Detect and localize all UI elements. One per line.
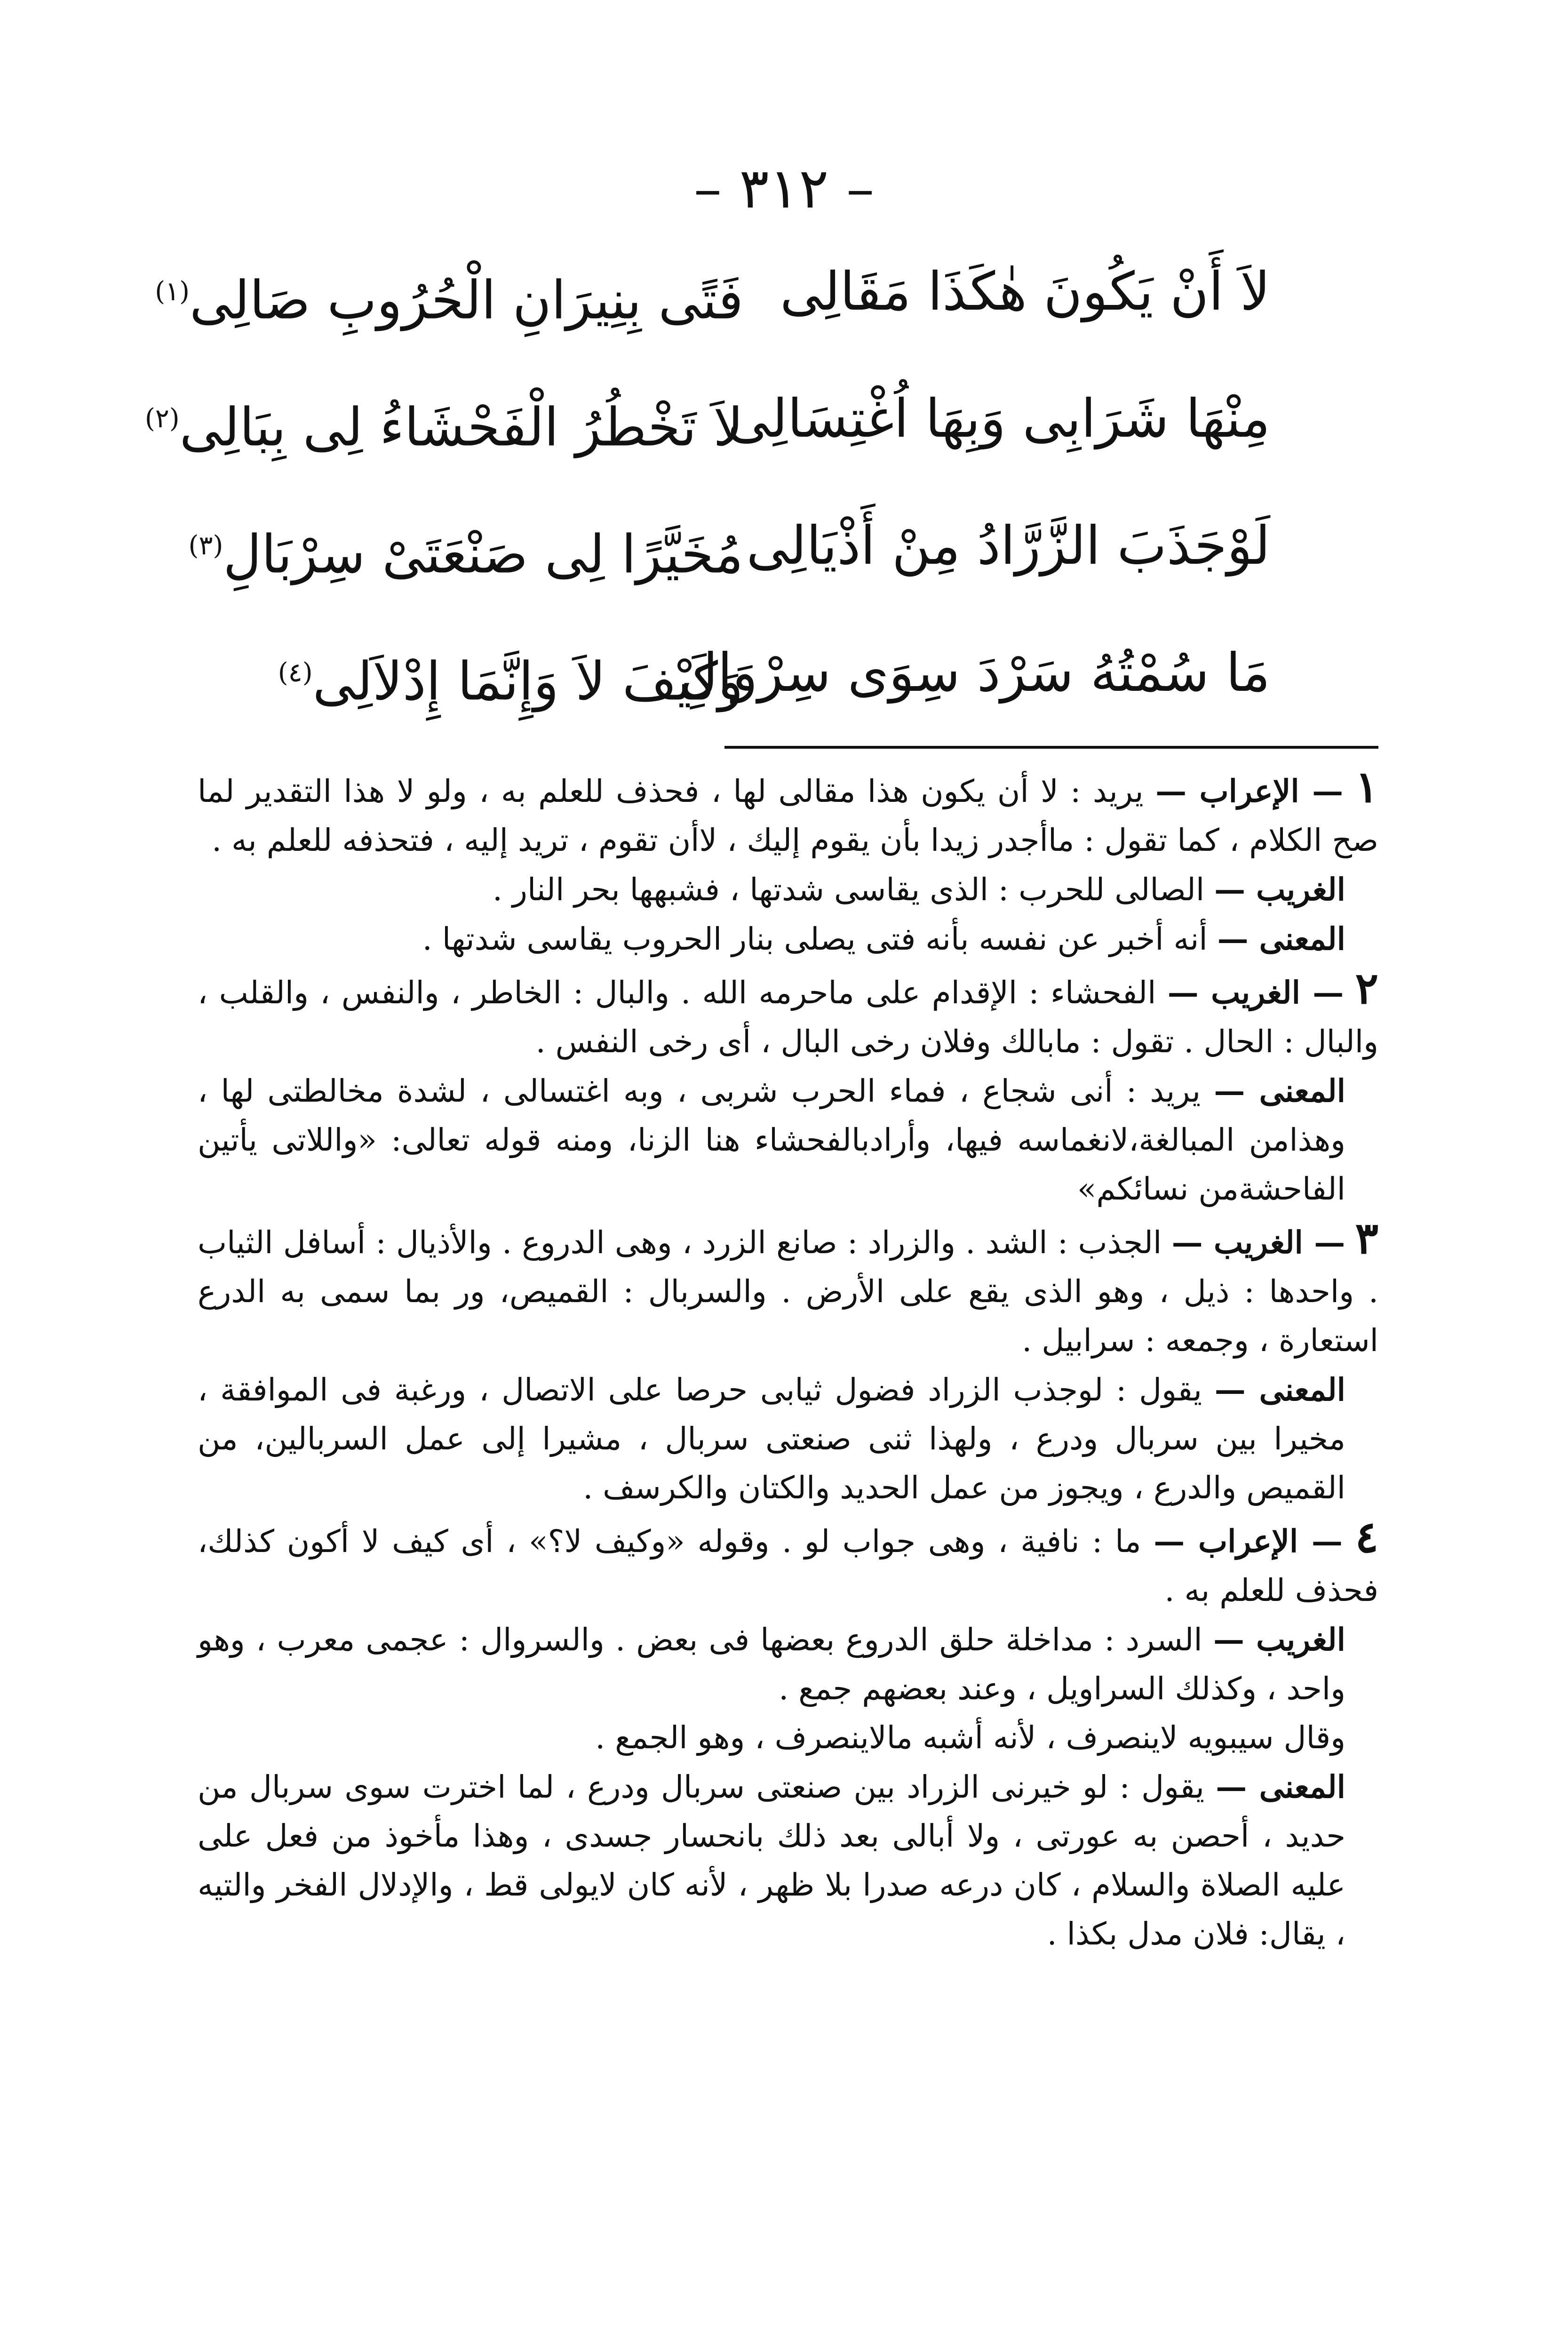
verse-second-hemistich [144,372,743,474]
verse-second-hemistich [188,499,743,601]
verse-line [155,245,1270,372]
footnote-paragraph [198,1066,1378,1214]
footnote-text: يقول : لوجذب الزراد فضول ثيابى حرصا على الاتصال ، ورغبة فى الموافقة ، مخيرا بين سربال ودرع ، ولهذا ثنى صنعتى سربال ، مشيرا إلى عمل السربالين، من القميص والدرع ، ويجوز من عمل الحديد والكتان والكرسف . [198,1372,1345,1506]
verse-first-hemistich: مِنْهَا شَرَابِى وَبِهَا اُغْتِسَالِى [727,388,1270,449]
poem-verses [144,245,1270,753]
footnote-label: المعنى — [1217,920,1345,957]
footnote-paragraph [198,1365,1378,1512]
verse-line [144,372,1270,499]
verse-first-hemistich: لَوْجَذَبَ الزَّرَّادُ مِنْ أَذْيَالِى [746,515,1270,576]
verse-line [245,626,1270,753]
footnote-paragraph [198,1713,1378,1762]
page-number: – ٣١٢ – [693,156,875,221]
verse-first-hemistich: مَا سُمْتُهُ سَرْدَ سِوَى سِرْوَالِ [679,642,1270,704]
verse-line [188,499,1270,626]
footnote-paragraph [198,762,1378,865]
footnote-paragraph [198,964,1378,1066]
footnote-text: الفحشاء : الإقدام على ماحرمه الله . والبال : الخاطر ، والنفس ، والقلب ، والبال : الحال . تقول : مابالك وفلان رخى البال ، أى رخى النفس . [198,975,1378,1060]
verse-second-text: وَكَيْفَ لاَ وَإِنَّمَا إِدْلاَلِى [312,651,743,712]
footnote-text: الجذب : الشد . والزراد : صانع الزرد ، وهى الدروع . والأذيال : أسافل الثياب . واحدها : ذيل ، وهو الذى يقع على الأرض . والسربال : القميص، ور بما سمى به الدرع استعارة ، وجمعه : سرابيل . [198,1224,1378,1359]
footnote-label: المعنى — [1214,1371,1345,1408]
footnote-paragraph [198,1762,1378,1959]
footnote-label: المعنى — [1214,1072,1346,1109]
footnote-number: ٣ [1355,1213,1378,1264]
footnote-paragraph [198,1615,1378,1713]
footnote-label: — الإعراب — [1154,1523,1343,1560]
footnotes [198,762,1378,1959]
footnote-label: الغريب — [1213,1621,1345,1658]
footnote-text: يقول : لو خيرنى الزراد بين صنعتى سربال ودرع ، لما اخترت سوى سربال من حديد ، أحصن به عورتى ، ولا أبالى بعد ذلك بانحسار جسدى ، وهذا مأخوذ من فعل على عليه الصلاة والسلام ، كان درعه صدرا بلا ظهر ، لأنه كان لايولى قط ، والإدلال الفخر والتيه ، يقال: فلان مدل بكذا . [198,1769,1345,1952]
footnote-text: أنه أخبر عن نفسه بأنه فتى يصلى بنار الحروب يقاسى شدتها . [422,921,1208,957]
verse-footnote-ref: (١) [155,276,190,307]
footnote-label: — الغريب — [1167,974,1344,1011]
footnote-label: الغريب — [1214,871,1345,908]
footnote-label: — الإعراب — [1155,773,1344,809]
verse-second-text: فَتًى بِنِيرَانِ الْحُرُوبِ صَالِى [190,270,743,331]
verse-second-hemistich [245,626,743,728]
footnote-text: السرد : مداخلة حلق الدروع بعضها فى بعض . والسروال : عجمى معرب ، وهو واحد ، وكذلك السراويل ، وعند بعضهم جمع . [198,1622,1345,1707]
verse-second-hemistich [155,245,743,347]
verse-footnote-ref: (٣) [188,530,223,561]
footnote-number: ٤ [1355,1512,1379,1562]
footnote-text: ما : نافية ، وهى جواب لو . وقوله «وكيف لا؟» ، أى كيف لا أكون كذلك، فحذف للعلم به . [198,1523,1378,1608]
footnote-number: ٢ [1355,963,1379,1014]
footnote-number: ١ [1355,761,1379,812]
verse-second-text: لاَ تَخْطُرُ الْفَحْشَاءُ لِى بِبَالِى [179,397,743,458]
footnote-paragraph [198,1512,1378,1615]
footnote-paragraph [198,914,1378,964]
verse-footnote-ref: (٤) [278,657,313,688]
footnote-text: يريد : أنى شجاع ، فماء الحرب شربى ، وبه اغتسالى ، لشدة مخالطتى لها ، وهذامن المبالغة،لانغماسه فيها، وأرادبالفحشاء هنا الزنا، ومنه قوله تعالى: «واللاتى يأتين الفاحشةمن نسائكم» [198,1073,1345,1207]
footnote-text: وقال سيبويه لاينصرف ، لأنه أشبه مالاينصرف ، وهو الجمع . [595,1720,1345,1756]
verse-first-hemistich: لاَ أَنْ يَكُونَ هٰكَذَا مَقَالِى [780,261,1270,322]
footnote-label: — الغريب — [1171,1224,1345,1261]
footnote-text: الصالى للحرب : الذى يقاسى شدتها ، فشبهها بحر النار . [493,872,1205,908]
footnote-paragraph [198,1214,1378,1365]
footnote-paragraph [198,865,1378,914]
verse-footnote-ref: (٢) [144,403,180,434]
footnote-separator [724,746,1378,749]
verse-second-text: مُخَيَّرًا لِى صَنْعَتَىْ سِرْبَالِ [223,524,743,585]
footnote-label: المعنى — [1216,1768,1346,1805]
footnote-text: يريد : لا أن يكون هذا مقالى لها ، فحذف للعلم به ، ولو لا هذا التقدير لما صح الكلام ، كما تقول : ماأجدر زيدا بأن يقوم إليك ، لاأن تقوم ، تريد إليه ، فتحذفه للعلم به . [198,773,1378,858]
